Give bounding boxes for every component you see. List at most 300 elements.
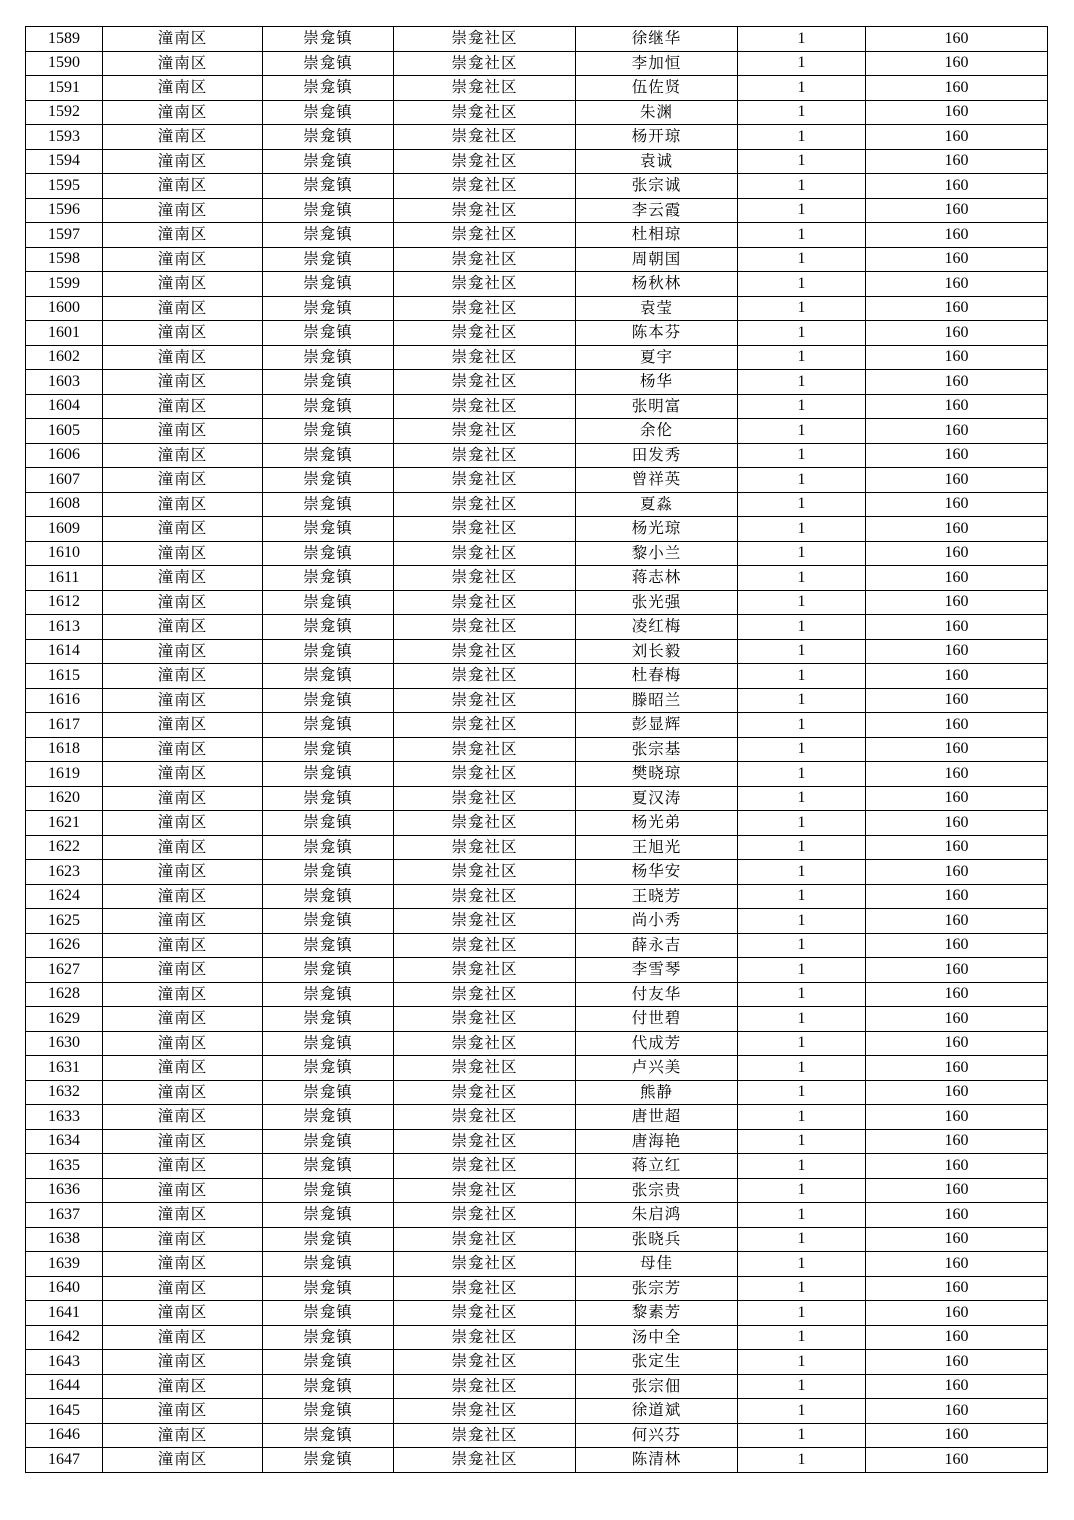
table-row	[26, 664, 1048, 689]
amount-cell: 160	[866, 1105, 1048, 1130]
community-cell: 崇龛社区	[394, 664, 576, 689]
town-cell: 崇龛镇	[263, 394, 394, 419]
count-cell: 1	[738, 1129, 866, 1154]
row-number: 1620	[26, 786, 103, 811]
table-row	[26, 566, 1048, 591]
name-cell: 母佳	[576, 1252, 738, 1277]
amount-cell: 160	[866, 664, 1048, 689]
amount-cell: 160	[866, 345, 1048, 370]
amount-cell: 160	[866, 762, 1048, 787]
town-cell: 崇龛镇	[263, 811, 394, 836]
row-number: 1613	[26, 615, 103, 640]
table-row	[26, 1374, 1048, 1399]
row-number: 1598	[26, 247, 103, 272]
amount-cell: 160	[866, 713, 1048, 738]
name-cell: 夏汉涛	[576, 786, 738, 811]
name-cell: 张明富	[576, 394, 738, 419]
name-cell: 尚小秀	[576, 909, 738, 934]
district-cell: 潼南区	[103, 1056, 263, 1081]
count-cell: 1	[738, 223, 866, 248]
district-cell: 潼南区	[103, 933, 263, 958]
amount-cell: 160	[866, 27, 1048, 52]
row-number: 1608	[26, 492, 103, 517]
table-row	[26, 51, 1048, 76]
count-cell: 1	[738, 786, 866, 811]
amount-cell: 160	[866, 590, 1048, 615]
table-row	[26, 419, 1048, 444]
town-cell: 崇龛镇	[263, 1007, 394, 1032]
row-number: 1638	[26, 1227, 103, 1252]
name-cell: 王晓芳	[576, 884, 738, 909]
row-number: 1590	[26, 51, 103, 76]
community-cell: 崇龛社区	[394, 223, 576, 248]
name-cell: 唐海艳	[576, 1129, 738, 1154]
table-row	[26, 1399, 1048, 1424]
district-cell: 潼南区	[103, 370, 263, 395]
table-row	[26, 1080, 1048, 1105]
amount-cell: 160	[866, 1399, 1048, 1424]
name-cell: 付友华	[576, 982, 738, 1007]
district-cell: 潼南区	[103, 1227, 263, 1252]
town-cell: 崇龛镇	[263, 443, 394, 468]
district-cell: 潼南区	[103, 541, 263, 566]
table-row	[26, 1031, 1048, 1056]
count-cell: 1	[738, 933, 866, 958]
table-row	[26, 1105, 1048, 1130]
name-cell: 伍佐贤	[576, 76, 738, 101]
community-cell: 崇龛社区	[394, 247, 576, 272]
name-cell: 陈本芬	[576, 321, 738, 346]
name-cell: 凌红梅	[576, 615, 738, 640]
town-cell: 崇龛镇	[263, 247, 394, 272]
count-cell: 1	[738, 1399, 866, 1424]
count-cell: 1	[738, 394, 866, 419]
district-cell: 潼南区	[103, 100, 263, 125]
town-cell: 崇龛镇	[263, 272, 394, 297]
row-number: 1610	[26, 541, 103, 566]
row-number: 1637	[26, 1203, 103, 1228]
count-cell: 1	[738, 664, 866, 689]
town-cell: 崇龛镇	[263, 639, 394, 664]
amount-cell: 160	[866, 198, 1048, 223]
amount-cell: 160	[866, 909, 1048, 934]
community-cell: 崇龛社区	[394, 1007, 576, 1032]
amount-cell: 160	[866, 296, 1048, 321]
district-cell: 潼南区	[103, 688, 263, 713]
community-cell: 崇龛社区	[394, 1399, 576, 1424]
community-cell: 崇龛社区	[394, 713, 576, 738]
town-cell: 崇龛镇	[263, 1374, 394, 1399]
district-cell: 潼南区	[103, 27, 263, 52]
table-row	[26, 394, 1048, 419]
town-cell: 崇龛镇	[263, 419, 394, 444]
amount-cell: 160	[866, 517, 1048, 542]
table-row	[26, 125, 1048, 150]
town-cell: 崇龛镇	[263, 1056, 394, 1081]
community-cell: 崇龛社区	[394, 909, 576, 934]
count-cell: 1	[738, 884, 866, 909]
amount-cell: 160	[866, 1301, 1048, 1326]
table-row	[26, 1203, 1048, 1228]
row-number: 1618	[26, 737, 103, 762]
community-cell: 崇龛社区	[394, 835, 576, 860]
table-row	[26, 1350, 1048, 1375]
count-cell: 1	[738, 1423, 866, 1448]
district-cell: 潼南区	[103, 1399, 263, 1424]
count-cell: 1	[738, 1227, 866, 1252]
district-cell: 潼南区	[103, 811, 263, 836]
amount-cell: 160	[866, 958, 1048, 983]
name-cell: 黎小兰	[576, 541, 738, 566]
name-cell: 李雪琴	[576, 958, 738, 983]
row-number: 1592	[26, 100, 103, 125]
town-cell: 崇龛镇	[263, 27, 394, 52]
community-cell: 崇龛社区	[394, 811, 576, 836]
community-cell: 崇龛社区	[394, 1178, 576, 1203]
amount-cell: 160	[866, 1423, 1048, 1448]
town-cell: 崇龛镇	[263, 76, 394, 101]
town-cell: 崇龛镇	[263, 541, 394, 566]
town-cell: 崇龛镇	[263, 1203, 394, 1228]
count-cell: 1	[738, 615, 866, 640]
row-number: 1645	[26, 1399, 103, 1424]
count-cell: 1	[738, 149, 866, 174]
count-cell: 1	[738, 1007, 866, 1032]
name-cell: 杨光琼	[576, 517, 738, 542]
district-cell: 潼南区	[103, 713, 263, 738]
amount-cell: 160	[866, 149, 1048, 174]
district-cell: 潼南区	[103, 786, 263, 811]
community-cell: 崇龛社区	[394, 345, 576, 370]
name-cell: 徐道斌	[576, 1399, 738, 1424]
name-cell: 杨光弟	[576, 811, 738, 836]
row-number: 1602	[26, 345, 103, 370]
amount-cell: 160	[866, 321, 1048, 346]
district-cell: 潼南区	[103, 223, 263, 248]
row-number: 1606	[26, 443, 103, 468]
amount-cell: 160	[866, 541, 1048, 566]
community-cell: 崇龛社区	[394, 198, 576, 223]
count-cell: 1	[738, 100, 866, 125]
district-cell: 潼南区	[103, 590, 263, 615]
count-cell: 1	[738, 125, 866, 150]
community-cell: 崇龛社区	[394, 517, 576, 542]
amount-cell: 160	[866, 737, 1048, 762]
community-cell: 崇龛社区	[394, 541, 576, 566]
community-cell: 崇龛社区	[394, 1031, 576, 1056]
count-cell: 1	[738, 958, 866, 983]
district-cell: 潼南区	[103, 835, 263, 860]
count-cell: 1	[738, 443, 866, 468]
town-cell: 崇龛镇	[263, 345, 394, 370]
table-row	[26, 982, 1048, 1007]
row-number: 1605	[26, 419, 103, 444]
community-cell: 崇龛社区	[394, 321, 576, 346]
district-cell: 潼南区	[103, 1105, 263, 1130]
town-cell: 崇龛镇	[263, 688, 394, 713]
town-cell: 崇龛镇	[263, 664, 394, 689]
row-number: 1600	[26, 296, 103, 321]
district-cell: 潼南区	[103, 321, 263, 346]
name-cell: 张宗贵	[576, 1178, 738, 1203]
count-cell: 1	[738, 590, 866, 615]
amount-cell: 160	[866, 1276, 1048, 1301]
district-cell: 潼南区	[103, 615, 263, 640]
town-cell: 崇龛镇	[263, 223, 394, 248]
count-cell: 1	[738, 1178, 866, 1203]
town-cell: 崇龛镇	[263, 1325, 394, 1350]
name-cell: 杨秋林	[576, 272, 738, 297]
amount-cell: 160	[866, 247, 1048, 272]
community-cell: 崇龛社区	[394, 27, 576, 52]
table-row	[26, 1325, 1048, 1350]
table-row	[26, 811, 1048, 836]
name-cell: 樊晓琼	[576, 762, 738, 787]
count-cell: 1	[738, 639, 866, 664]
count-cell: 1	[738, 1031, 866, 1056]
name-cell: 李云霞	[576, 198, 738, 223]
count-cell: 1	[738, 321, 866, 346]
name-cell: 周朝国	[576, 247, 738, 272]
community-cell: 崇龛社区	[394, 468, 576, 493]
town-cell: 崇龛镇	[263, 1129, 394, 1154]
community-cell: 崇龛社区	[394, 1448, 576, 1473]
row-number: 1616	[26, 688, 103, 713]
row-number: 1603	[26, 370, 103, 395]
table-row	[26, 76, 1048, 101]
row-number: 1621	[26, 811, 103, 836]
name-cell: 代成芳	[576, 1031, 738, 1056]
town-cell: 崇龛镇	[263, 321, 394, 346]
name-cell: 朱渊	[576, 100, 738, 125]
community-cell: 崇龛社区	[394, 590, 576, 615]
name-cell: 唐世超	[576, 1105, 738, 1130]
name-cell: 张宗芳	[576, 1276, 738, 1301]
row-number: 1609	[26, 517, 103, 542]
amount-cell: 160	[866, 51, 1048, 76]
count-cell: 1	[738, 1301, 866, 1326]
town-cell: 崇龛镇	[263, 1105, 394, 1130]
name-cell: 何兴芬	[576, 1423, 738, 1448]
row-number: 1612	[26, 590, 103, 615]
count-cell: 1	[738, 835, 866, 860]
table-row	[26, 296, 1048, 321]
amount-cell: 160	[866, 394, 1048, 419]
amount-cell: 160	[866, 223, 1048, 248]
town-cell: 崇龛镇	[263, 1031, 394, 1056]
table-row	[26, 345, 1048, 370]
table-row	[26, 541, 1048, 566]
row-number: 1623	[26, 860, 103, 885]
town-cell: 崇龛镇	[263, 149, 394, 174]
table-row	[26, 688, 1048, 713]
count-cell: 1	[738, 76, 866, 101]
table-row	[26, 272, 1048, 297]
table-row	[26, 884, 1048, 909]
district-cell: 潼南区	[103, 517, 263, 542]
count-cell: 1	[738, 1154, 866, 1179]
name-cell: 张宗诚	[576, 174, 738, 199]
district-cell: 潼南区	[103, 51, 263, 76]
community-cell: 崇龛社区	[394, 100, 576, 125]
count-cell: 1	[738, 247, 866, 272]
district-cell: 潼南区	[103, 1276, 263, 1301]
table-row	[26, 1301, 1048, 1326]
table-row	[26, 174, 1048, 199]
district-cell: 潼南区	[103, 1031, 263, 1056]
name-cell: 杜春梅	[576, 664, 738, 689]
community-cell: 崇龛社区	[394, 1350, 576, 1375]
amount-cell: 160	[866, 419, 1048, 444]
town-cell: 崇龛镇	[263, 100, 394, 125]
name-cell: 袁莹	[576, 296, 738, 321]
district-cell: 潼南区	[103, 125, 263, 150]
amount-cell: 160	[866, 1056, 1048, 1081]
amount-cell: 160	[866, 982, 1048, 1007]
community-cell: 崇龛社区	[394, 419, 576, 444]
row-number: 1596	[26, 198, 103, 223]
town-cell: 崇龛镇	[263, 1399, 394, 1424]
community-cell: 崇龛社区	[394, 174, 576, 199]
row-number: 1629	[26, 1007, 103, 1032]
district-cell: 潼南区	[103, 76, 263, 101]
count-cell: 1	[738, 811, 866, 836]
name-cell: 王旭光	[576, 835, 738, 860]
community-cell: 崇龛社区	[394, 370, 576, 395]
count-cell: 1	[738, 1276, 866, 1301]
town-cell: 崇龛镇	[263, 615, 394, 640]
table-row	[26, 958, 1048, 983]
community-cell: 崇龛社区	[394, 762, 576, 787]
name-cell: 张宗基	[576, 737, 738, 762]
table-row	[26, 223, 1048, 248]
town-cell: 崇龛镇	[263, 125, 394, 150]
district-cell: 潼南区	[103, 1301, 263, 1326]
table-row	[26, 933, 1048, 958]
name-cell: 徐继华	[576, 27, 738, 52]
district-cell: 潼南区	[103, 1154, 263, 1179]
name-cell: 杜相琼	[576, 223, 738, 248]
beneficiary-table	[25, 26, 1048, 1473]
table-row	[26, 737, 1048, 762]
row-number: 1599	[26, 272, 103, 297]
town-cell: 崇龛镇	[263, 1154, 394, 1179]
community-cell: 崇龛社区	[394, 860, 576, 885]
count-cell: 1	[738, 174, 866, 199]
count-cell: 1	[738, 419, 866, 444]
row-number: 1622	[26, 835, 103, 860]
table-row	[26, 860, 1048, 885]
amount-cell: 160	[866, 566, 1048, 591]
town-cell: 崇龛镇	[263, 1301, 394, 1326]
count-cell: 1	[738, 296, 866, 321]
count-cell: 1	[738, 566, 866, 591]
count-cell: 1	[738, 492, 866, 517]
town-cell: 崇龛镇	[263, 296, 394, 321]
community-cell: 崇龛社区	[394, 125, 576, 150]
name-cell: 张宗佃	[576, 1374, 738, 1399]
district-cell: 潼南区	[103, 345, 263, 370]
town-cell: 崇龛镇	[263, 737, 394, 762]
row-number: 1641	[26, 1301, 103, 1326]
community-cell: 崇龛社区	[394, 1129, 576, 1154]
count-cell: 1	[738, 1325, 866, 1350]
district-cell: 潼南区	[103, 149, 263, 174]
table-row	[26, 198, 1048, 223]
name-cell: 薛永吉	[576, 933, 738, 958]
row-number: 1634	[26, 1129, 103, 1154]
amount-cell: 160	[866, 125, 1048, 150]
community-cell: 崇龛社区	[394, 884, 576, 909]
amount-cell: 160	[866, 933, 1048, 958]
amount-cell: 160	[866, 1325, 1048, 1350]
district-cell: 潼南区	[103, 1129, 263, 1154]
amount-cell: 160	[866, 1031, 1048, 1056]
town-cell: 崇龛镇	[263, 835, 394, 860]
row-number: 1601	[26, 321, 103, 346]
table-row	[26, 492, 1048, 517]
district-cell: 潼南区	[103, 198, 263, 223]
name-cell: 杨华	[576, 370, 738, 395]
amount-cell: 160	[866, 1007, 1048, 1032]
community-cell: 崇龛社区	[394, 615, 576, 640]
amount-cell: 160	[866, 174, 1048, 199]
count-cell: 1	[738, 909, 866, 934]
community-cell: 崇龛社区	[394, 1154, 576, 1179]
name-cell: 袁诚	[576, 149, 738, 174]
district-cell: 潼南区	[103, 1007, 263, 1032]
town-cell: 崇龛镇	[263, 198, 394, 223]
district-cell: 潼南区	[103, 419, 263, 444]
table-row	[26, 100, 1048, 125]
count-cell: 1	[738, 860, 866, 885]
district-cell: 潼南区	[103, 1080, 263, 1105]
row-number: 1625	[26, 909, 103, 934]
district-cell: 潼南区	[103, 492, 263, 517]
table-row	[26, 443, 1048, 468]
district-cell: 潼南区	[103, 1350, 263, 1375]
name-cell: 张光强	[576, 590, 738, 615]
community-cell: 崇龛社区	[394, 982, 576, 1007]
table-row	[26, 1227, 1048, 1252]
town-cell: 崇龛镇	[263, 1252, 394, 1277]
district-cell: 潼南区	[103, 762, 263, 787]
count-cell: 1	[738, 51, 866, 76]
table-row	[26, 909, 1048, 934]
amount-cell: 160	[866, 615, 1048, 640]
row-number: 1617	[26, 713, 103, 738]
amount-cell: 160	[866, 468, 1048, 493]
district-cell: 潼南区	[103, 566, 263, 591]
row-number: 1615	[26, 664, 103, 689]
town-cell: 崇龛镇	[263, 1350, 394, 1375]
row-number: 1644	[26, 1374, 103, 1399]
table-row	[26, 321, 1048, 346]
count-cell: 1	[738, 1252, 866, 1277]
count-cell: 1	[738, 198, 866, 223]
town-cell: 崇龛镇	[263, 370, 394, 395]
district-cell: 潼南区	[103, 664, 263, 689]
community-cell: 崇龛社区	[394, 1252, 576, 1277]
amount-cell: 160	[866, 492, 1048, 517]
row-number: 1636	[26, 1178, 103, 1203]
district-cell: 潼南区	[103, 1252, 263, 1277]
town-cell: 崇龛镇	[263, 713, 394, 738]
row-number: 1607	[26, 468, 103, 493]
name-cell: 刘长毅	[576, 639, 738, 664]
community-cell: 崇龛社区	[394, 688, 576, 713]
count-cell: 1	[738, 762, 866, 787]
